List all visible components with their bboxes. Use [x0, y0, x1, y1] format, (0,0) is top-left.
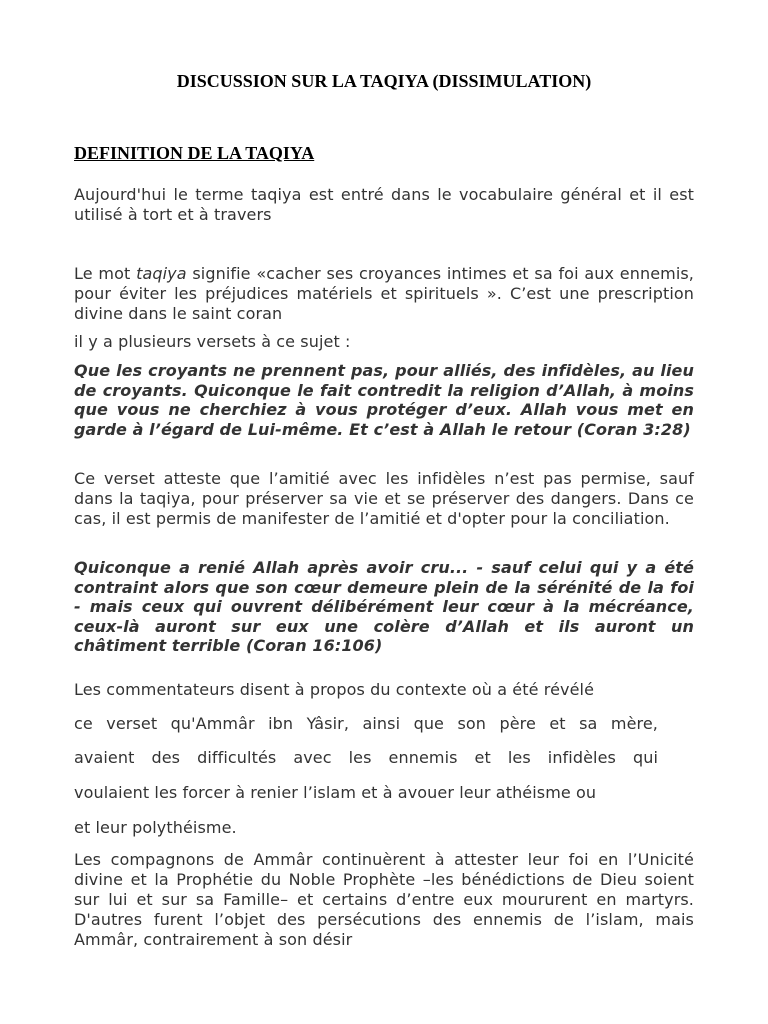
document-page	[74, 0, 694, 1024]
definition-text-end: signifie «cacher ses croyances intimes et sa foi aux ennemis, pour éviter les préjudices matériels et spirituels ». C’est une prescription divine dans le saint coran	[74, 264, 694, 323]
paragraph-definition	[74, 264, 694, 324]
document-title: DISCUSSION SUR LA TAQIYA (DISSIMULATION)	[176, 71, 592, 91]
term-taqiya: taqiya	[136, 264, 187, 283]
context-line: et leur polythéisme.	[74, 818, 237, 837]
definition-text-start: Le mot	[74, 264, 137, 283]
quote-coran-3-28: Que les croyants ne prennent pas, pour alliés, des infidèles, au lieu de croyants. Quiconque le fait contredit la religion d’Allah, à moins que vous ne cherchiez à vous protéger d’eux. Allah vous met en garde à l’égard de Lui-même. Et c’est à Allah le retour (Coran 3:28)	[74, 361, 694, 439]
section-heading: DEFINITION DE LA TAQIYA	[74, 143, 315, 163]
context-line: Les commentateurs disent à propos du contexte où a été révélé	[74, 680, 595, 699]
context-line: voulaient les forcer à renier l’islam et à avouer leur athéisme ou	[74, 783, 597, 802]
paragraph-intro: Aujourd'hui le terme taqiya est entré dans le vocabulaire général et il est utilisé à tort et à travers	[74, 185, 694, 224]
paragraph-verses-intro: il y a plusieurs versets à ce sujet :	[74, 332, 351, 351]
paragraph-commentary: Ce verset atteste que l’amitié avec les infidèles n’est pas permise, sauf dans la taqiya, pour préserver sa vie et se préserver des dangers. Dans ce cas, il est permis de manifester de l’amitié et d'opter pour la conciliation.	[74, 469, 694, 528]
context-line: ce verset qu'Ammâr ibn Yâsir, ainsi que son père et sa mère,	[74, 714, 658, 733]
paragraph-companions: Les compagnons de Ammâr continuèrent à attester leur foi en l’Unicité divine et la Prophétie du Noble Prophète –les bénédictions de Dieu soient sur lui et sur sa Famille– et certains d’entre eux moururent en martyrs. D'autres furent l’objet des persécutions des ennemis de l’islam, mais Ammâr, contrairement à son désir	[74, 850, 694, 949]
context-line: avaient des difficultés avec les ennemis et les infidèles qui	[74, 748, 658, 767]
quote-coran-16-106: Quiconque a renié Allah après avoir cru... - sauf celui qui y a été contraint alors que son cœur demeure plein de la sérénité de la foi - mais ceux qui ouvrent délibérément leur cœur à la mécréance, ceux-là auront sur eux une colère d’Allah et ils auront un châtiment terrible (Coran 16:106)	[74, 558, 694, 655]
